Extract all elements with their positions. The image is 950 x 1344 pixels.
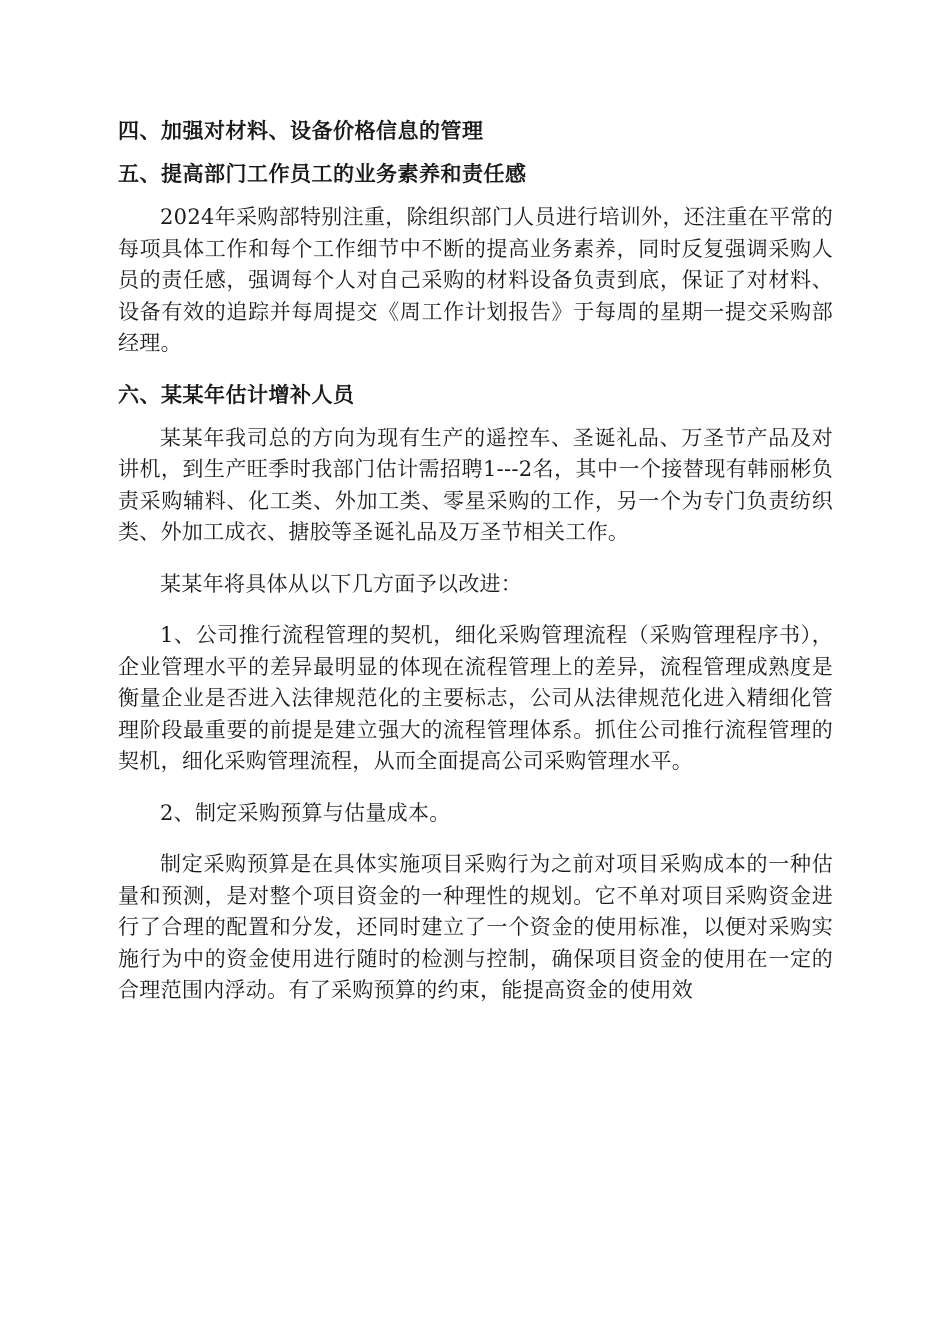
paragraph-process-management: 1、公司推行流程管理的契机，细化采购管理流程（采购管理程序书），企业管理水平的差异最明显的体现在流程管理上的差异，流程管理成熟度是衡量企业是否进入法律规范化的主要标志，公司从法律规范化进入精细化管理阶段最重要的前提是建立强大的流程管理体系。抓住公司推行流程管理的契机，细化采购管理流程，从而全面提高公司采购管理水平。 bbox=[118, 623, 833, 773]
paragraph-improvements-intro: 某某年将具体从以下几方面予以改进： bbox=[160, 571, 523, 596]
section-heading-4: 四、加强对材料、设备价格信息的管理 bbox=[118, 119, 484, 143]
section-heading-6: 六、某某年估计增补人员 bbox=[118, 382, 355, 407]
document-page bbox=[118, 108, 833, 1027]
paragraph-staffing: 某某年我司总的方向为现有生产的遥控车、圣诞礼品、万圣节产品及对讲机，到生产旺季时我部门估计需招聘1---2名，其中一个接替现有韩丽彬负责采购辅料、化工类、外加工类、零星采购的工作，另一个为专门负责纺织类、外加工成衣、搪胶等圣诞礼品及万圣节相关工作。 bbox=[118, 425, 833, 544]
paragraph-training: 2024年采购部特别注重，除组织部门人员进行培训外，还注重在平常的每项具体工作和每个工作细节中不断的提高业务素养，同时反复强调采购人员的责任感，强调每个人对自己采购的材料设备负责到底，保证了对材料、设备有效的追踪并每周提交《周工作计划报告》于每周的星期一提交采购部经理。 bbox=[118, 205, 833, 355]
paragraph-budget-title: 2、制定采购预算与估量成本。 bbox=[160, 800, 451, 825]
section-heading-5: 五、提高部门工作员工的业务素养和责任感 bbox=[118, 162, 527, 186]
paragraph-budget-detail: 制定采购预算是在具体实施项目采购行为之前对项目采购成本的一种估量和预测，是对整个项目资金的一种理性的规划。它不单对项目采购资金进行了合理的配置和分发，还同时建立了一个资金的使用标准，以便对采购实施行为中的资金使用进行随时的检测与控制，确保项目资金的使用在一定的合理范围内浮动。有了采购预算的约束，能提高资金的使用效 bbox=[118, 852, 833, 1002]
